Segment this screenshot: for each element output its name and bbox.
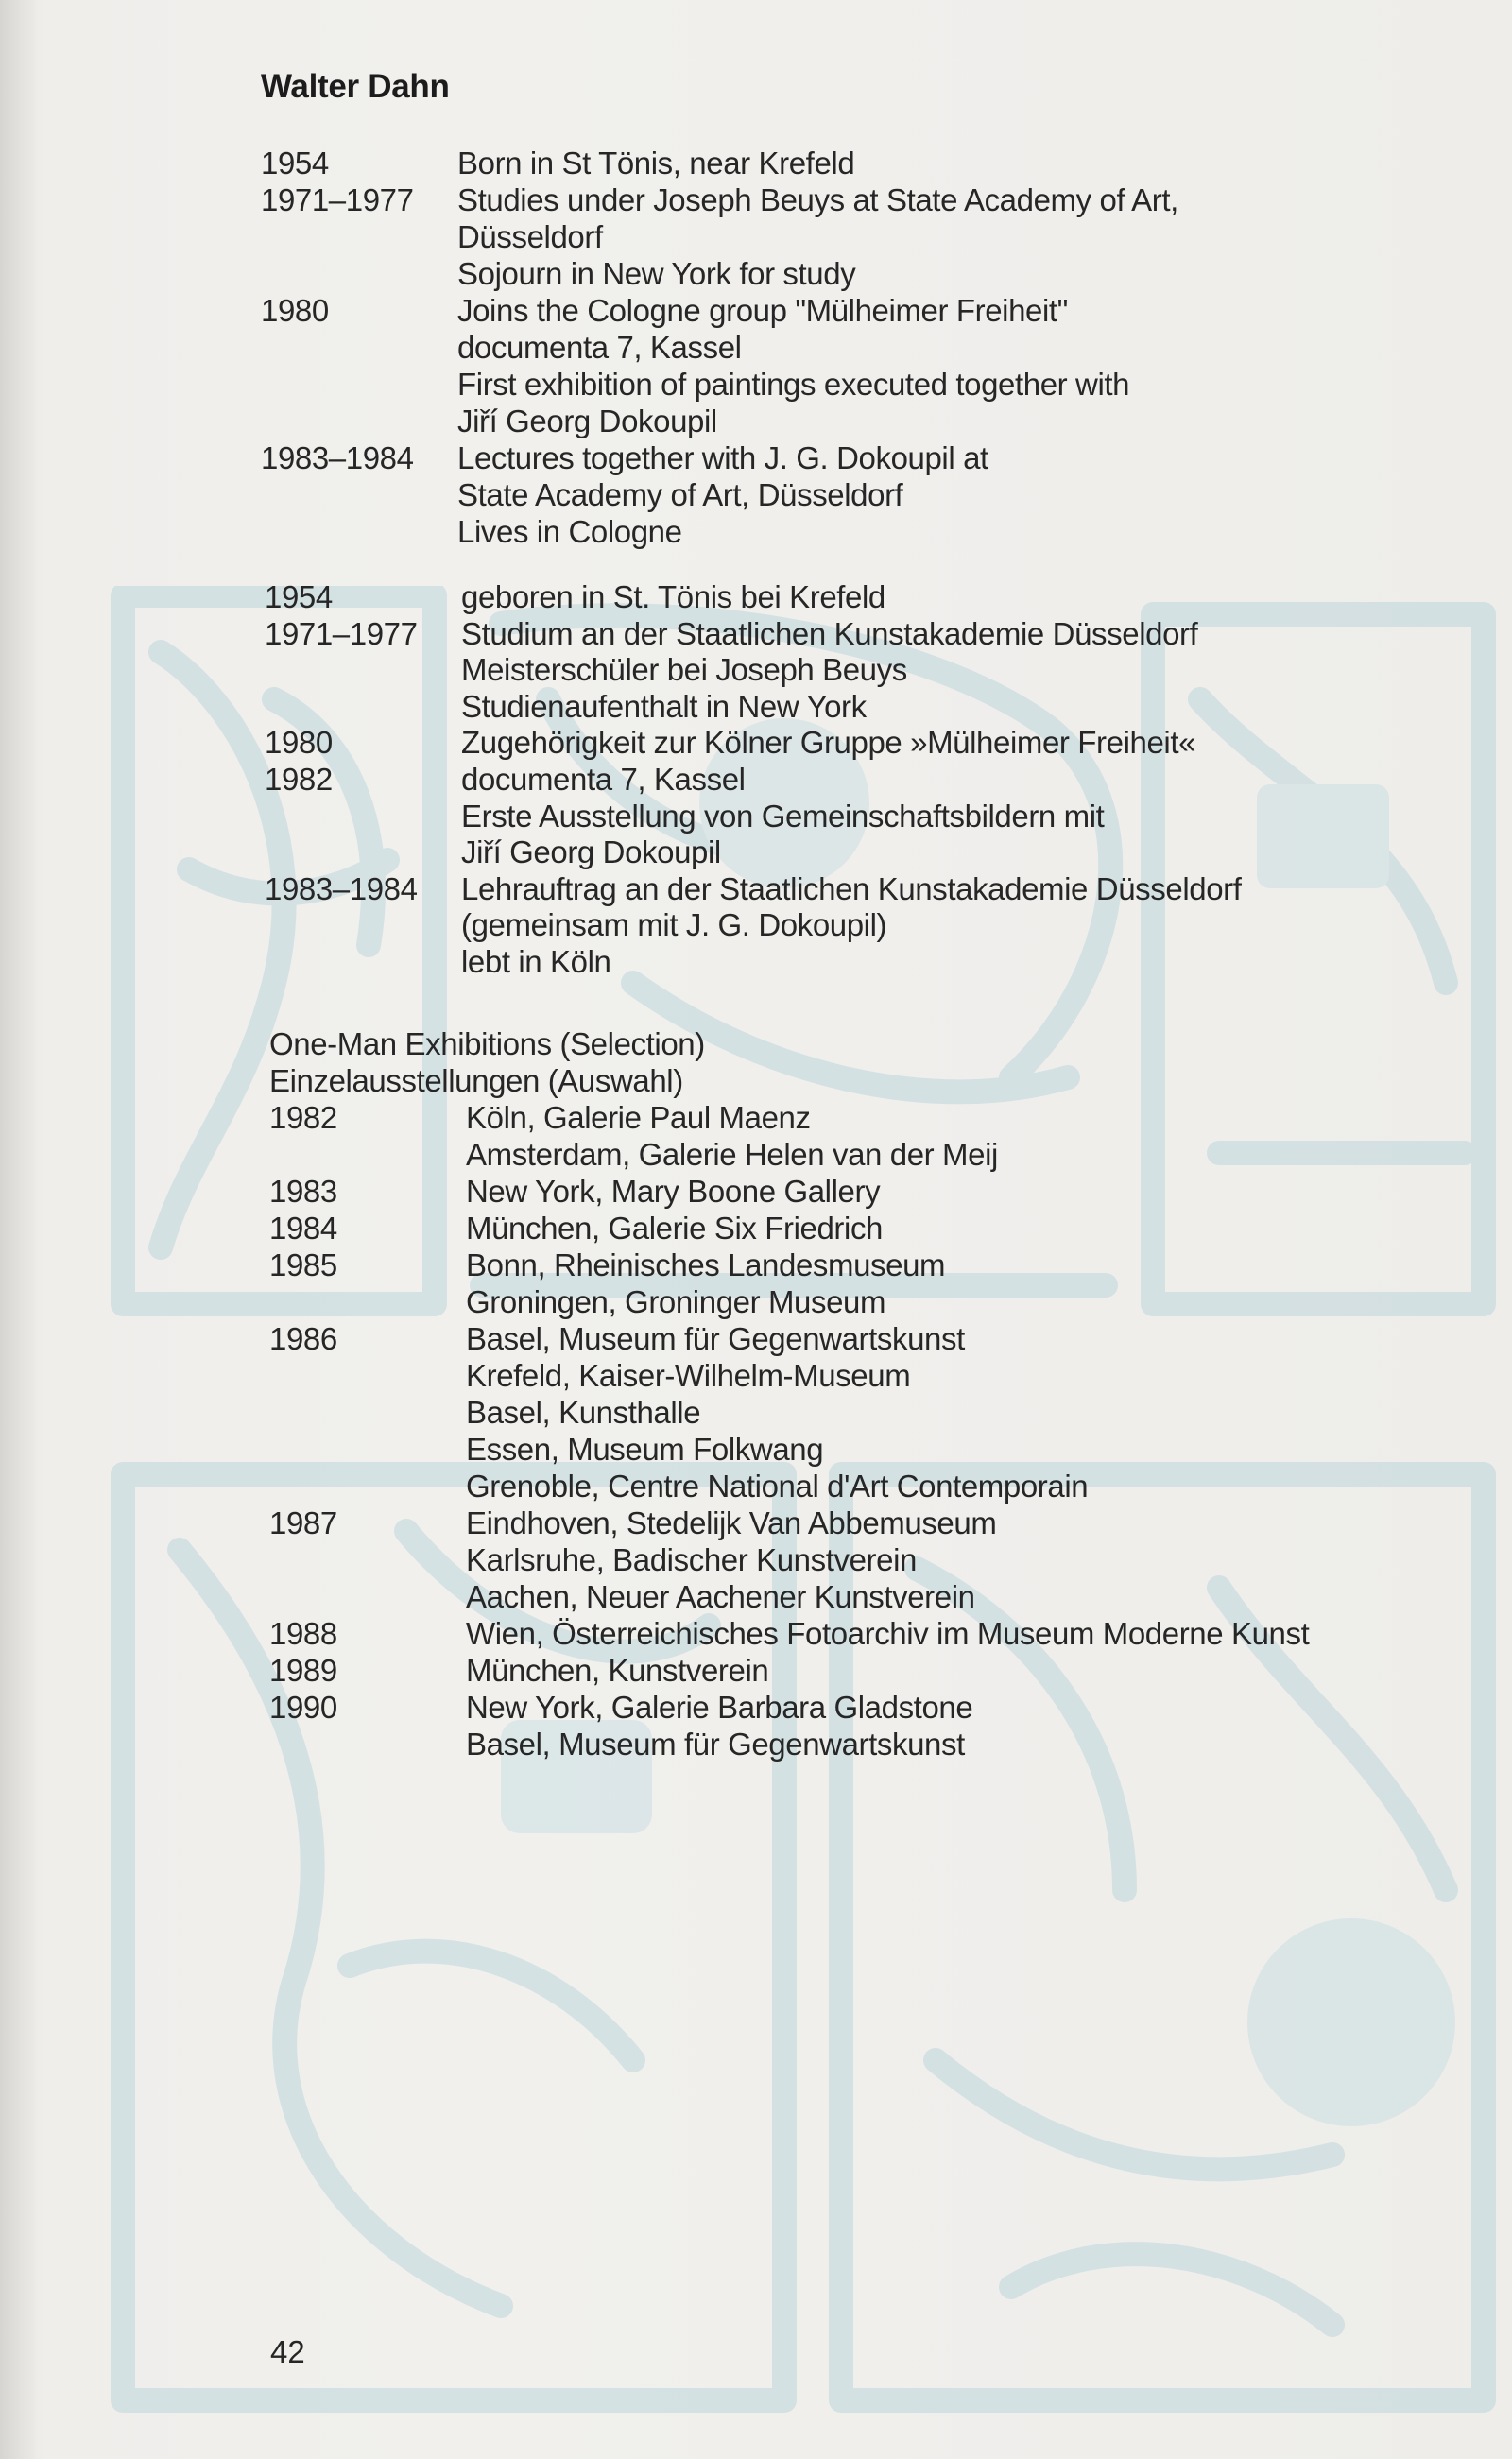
entry-text: Basel, Museum für Gegenwartskunst [466, 1727, 965, 1762]
entry-year: 1983–1984 [265, 870, 418, 906]
entry-text: geboren in St. Tönis bei Krefeld [461, 579, 885, 614]
entry-text: State Academy of Art, Düsseldorf [457, 477, 903, 512]
entry-year: 1971–1977 [265, 615, 418, 651]
entry-text: lebt in Köln [461, 944, 611, 979]
entry-text: First exhibition of paintings executed together with [457, 367, 1130, 402]
entry-text: Eindhoven, Stedelijk Van Abbemuseum [466, 1505, 997, 1540]
exhibitions-title-german: Einzelausstellungen (Auswahl) [269, 1063, 683, 1098]
entry-year: 1983–1984 [261, 440, 414, 475]
entry-year: 1982 [265, 762, 333, 797]
entry-year: 1954 [265, 579, 333, 614]
entry-text: New York, Galerie Barbara Gladstone [466, 1690, 973, 1725]
entry-text: Groningen, Groninger Museum [466, 1284, 886, 1319]
entry-year: 1954 [261, 146, 329, 181]
entry-text: Düsseldorf [457, 219, 603, 254]
entry-text: Bonn, Rheinisches Landesmuseum [466, 1247, 946, 1282]
entry-text: Lectures together with J. G. Dokoupil at [457, 440, 988, 475]
entry-text: Studienaufenthalt in New York [461, 688, 867, 724]
entry-text: (gemeinsam mit J. G. Dokoupil) [461, 907, 887, 943]
entry-year: 1987 [269, 1505, 337, 1540]
entry-year: 1990 [269, 1690, 337, 1725]
entry-year: 1980 [265, 725, 333, 761]
entry-text: Basel, Museum für Gegenwartskunst [466, 1321, 965, 1356]
entry-text: Studium an der Staatlichen Kunstakademie Düsseldorf [461, 615, 1198, 651]
entry-text: Jiří Georg Dokoupil [457, 404, 717, 438]
entry-text: Köln, Galerie Paul Maenz [466, 1100, 811, 1135]
entry-year: 1986 [269, 1321, 337, 1356]
entry-year: 1989 [269, 1653, 337, 1688]
entry-text: Born in St Tönis, near Krefeld [457, 146, 855, 181]
entry-year: 1988 [269, 1616, 337, 1651]
exhibitions-title-english: One-Man Exhibitions (Selection) [269, 1026, 705, 1061]
entry-text: Karlsruhe, Badischer Kunstverein [466, 1542, 917, 1577]
entry-text: Amsterdam, Galerie Helen van der Meij [466, 1137, 998, 1172]
entry-year: 1984 [269, 1211, 337, 1246]
entry-text: Lives in Cologne [457, 514, 682, 549]
entry-text: New York, Mary Boone Gallery [466, 1174, 881, 1209]
entry-text: Jiří Georg Dokoupil [461, 834, 721, 870]
entry-text: Essen, Museum Folkwang [466, 1432, 824, 1467]
entry-text: Studies under Joseph Beuys at State Academy of Art, [457, 182, 1178, 217]
entry-text: Basel, Kunsthalle [466, 1395, 701, 1430]
entry-text: Wien, Österreichisches Fotoarchiv im Museum Moderne Kunst [466, 1616, 1310, 1651]
entry-text: documenta 7, Kassel [461, 762, 746, 797]
entry-year: 1971–1977 [261, 182, 414, 217]
entry-year: 1982 [269, 1100, 337, 1135]
entry-year: 1983 [269, 1174, 337, 1209]
entry-text: Sojourn in New York for study [457, 256, 856, 291]
entry-text: Grenoble, Centre National d'Art Contemporain [466, 1469, 1089, 1504]
entry-text: München, Galerie Six Friedrich [466, 1211, 884, 1246]
entry-text: Lehrauftrag an der Staatlichen Kunstakademie Düsseldorf [461, 870, 1242, 906]
entry-text: documenta 7, Kassel [457, 330, 742, 365]
artist-name-heading: Walter Dahn [261, 68, 450, 105]
entry-text: München, Kunstverein [466, 1653, 769, 1688]
entry-text: Aachen, Neuer Aachener Kunstverein [466, 1579, 975, 1614]
entry-text: Joins the Cologne group "Mülheimer Freiheit" [457, 293, 1068, 328]
entry-text: Krefeld, Kaiser-Wilhelm-Museum [466, 1358, 911, 1393]
entry-year: 1980 [261, 293, 329, 328]
page-number: 42 [270, 2334, 305, 2369]
entry-text: Meisterschüler bei Joseph Beuys [461, 652, 907, 688]
entry-text: Zugehörigkeit zur Kölner Gruppe »Mülheimer Freiheit« [461, 725, 1196, 761]
entry-year: 1985 [269, 1247, 337, 1282]
entry-text: Erste Ausstellung von Gemeinschaftsbildern mit [461, 798, 1105, 834]
